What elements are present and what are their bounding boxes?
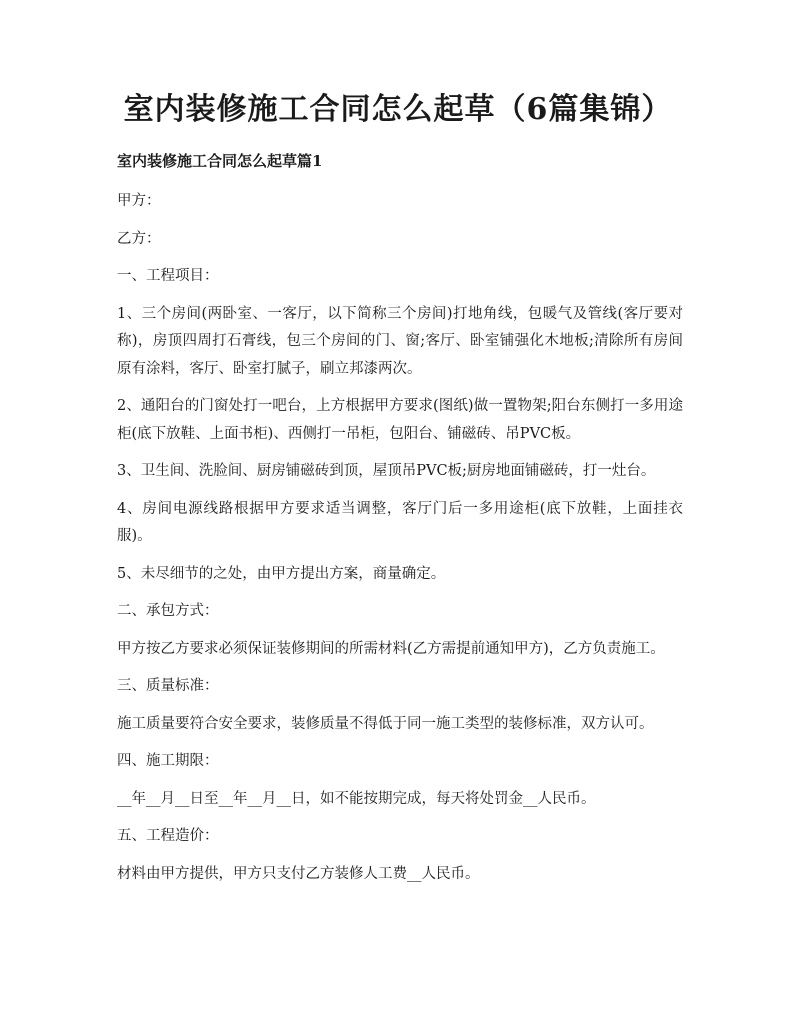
section-heading-schedule: 四、施工期限： [117,753,219,769]
party-a-label: 甲方： [117,193,161,209]
party-b-label: 乙方： [117,230,161,247]
section-heading-cost: 五、工程造价： [117,828,219,844]
project-item-1: 1、三个房间(两卧室、一客厅，以下简称三个房间)打地角线，包暖气及管线(客厅要对称)，房顶四周打石膏线，包三个房间的门、窗;客厅、卧室铺强化木地板;清除所有房间原有涂料，客厅、卧室打腻子，刷立邦漆两次。 [117,305,683,377]
schedule-text: __年__月__日至__年__月__日，如不能按期完成，每天将处罚金__人民币。 [117,790,596,807]
section-heading-project: 一、工程项目： [117,268,219,284]
section-heading-quality: 三、质量标准： [117,678,219,694]
project-item-3: 3、卫生间、洗脸间、厨房铺磁砖到顶，屋顶吊PVC板;厨房地面铺磁砖，打一灶台。 [117,463,656,479]
document-title: 室内装修施工合同怎么起草（6篇集锦） [123,92,673,127]
section-subtitle: 室内装修施工合同怎么起草篇1 [117,152,323,170]
section-heading-contract-method: 二、承包方式： [117,603,219,619]
project-item-5: 5、未尽细节的之处，由甲方提出方案，商量确定。 [117,565,446,582]
contract-method-text: 甲方按乙方要求必须保证装修期间的所需材料(乙方需提前通知甲方)，乙方负责施工。 [117,640,665,657]
cost-text: 材料由甲方提供，甲方只支付乙方装修人工费__人民币。 [117,865,480,882]
project-item-2: 2、通阳台的门窗处打一吧台，上方根据甲方要求(图纸)做一置物架;阳台东侧打一多用途柜(底下放鞋、上面书柜)、西侧打一吊柜，包阳台、铺磁砖、吊PVC板。 [117,398,683,442]
quality-text: 施工质量要符合安全要求，装修质量不得低于同一施工类型的装修标准，双方认可。 [117,715,654,732]
project-item-4: 4、房间电源线路根据甲方要求适当调整，客厅门后一多用途柜(底下放鞋，上面挂衣服)。 [117,500,683,544]
document-body [117,148,683,898]
